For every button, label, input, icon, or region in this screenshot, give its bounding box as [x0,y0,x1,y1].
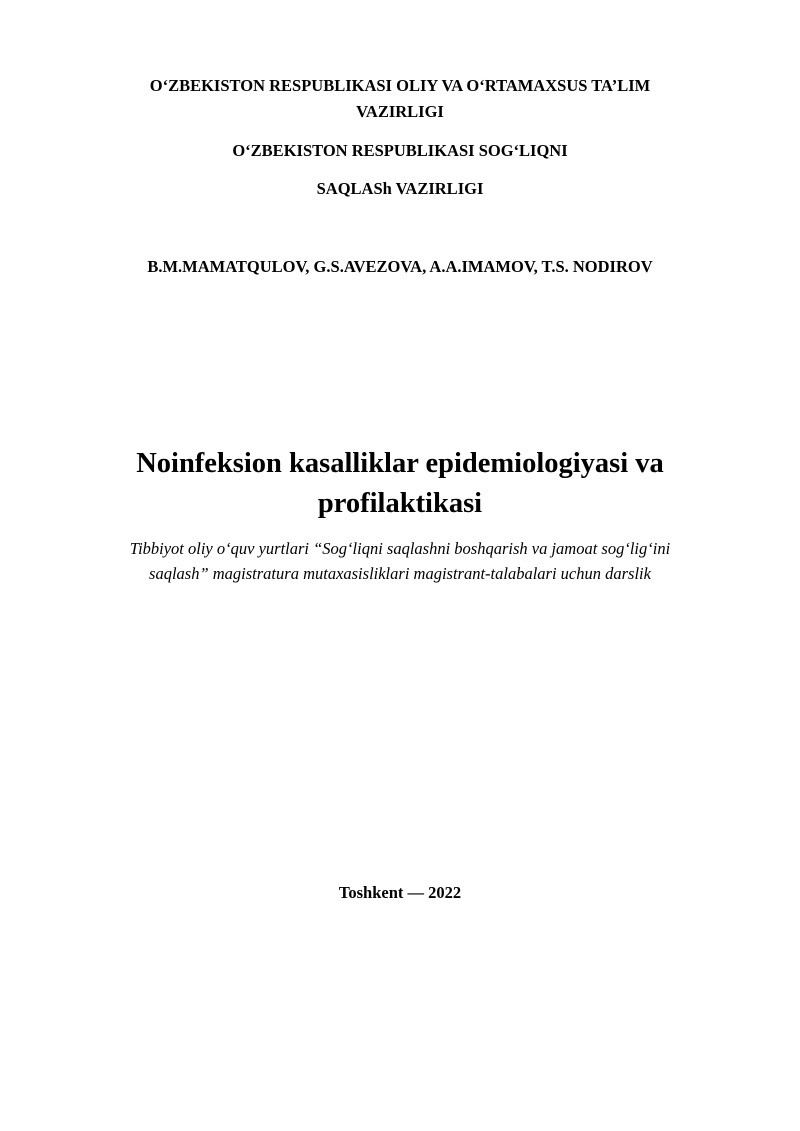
place-and-year: Toshkent — 2022 [338,883,462,902]
authors: B.M.MAMATQULOV, G.S.AVEZOVA, A.A.IMAMOV, T.S. NODIROV [147,257,653,276]
ministry-line-2: VAZIRLIGI [356,102,444,121]
ministry-line-3: O‘ZBEKISTON RESPUBLIKASI SOG‘LIQNI [232,141,568,160]
ministry-line-4: SAQLASh VAZIRLIGI [316,179,484,198]
title-line-1: Noinfeksion kasalliklar epidemiologiyasi va [136,448,664,479]
ministry-line-1: O‘ZBEKISTON RESPUBLIKASI OLIY VA O‘RTAMAXSUS TA’LIM [149,76,651,95]
subtitle-line-2: saqlash” magistratura mutaxasisliklari magistrant-talabalari uchun darslik [149,564,651,583]
title-line-2: profilaktikasi [317,488,483,519]
subtitle-line-1: Tibbiyot oliy o‘quv yurtlari “Sog‘liqni saqlashni boshqarish va jamoat sog‘lig‘ini [129,539,671,558]
